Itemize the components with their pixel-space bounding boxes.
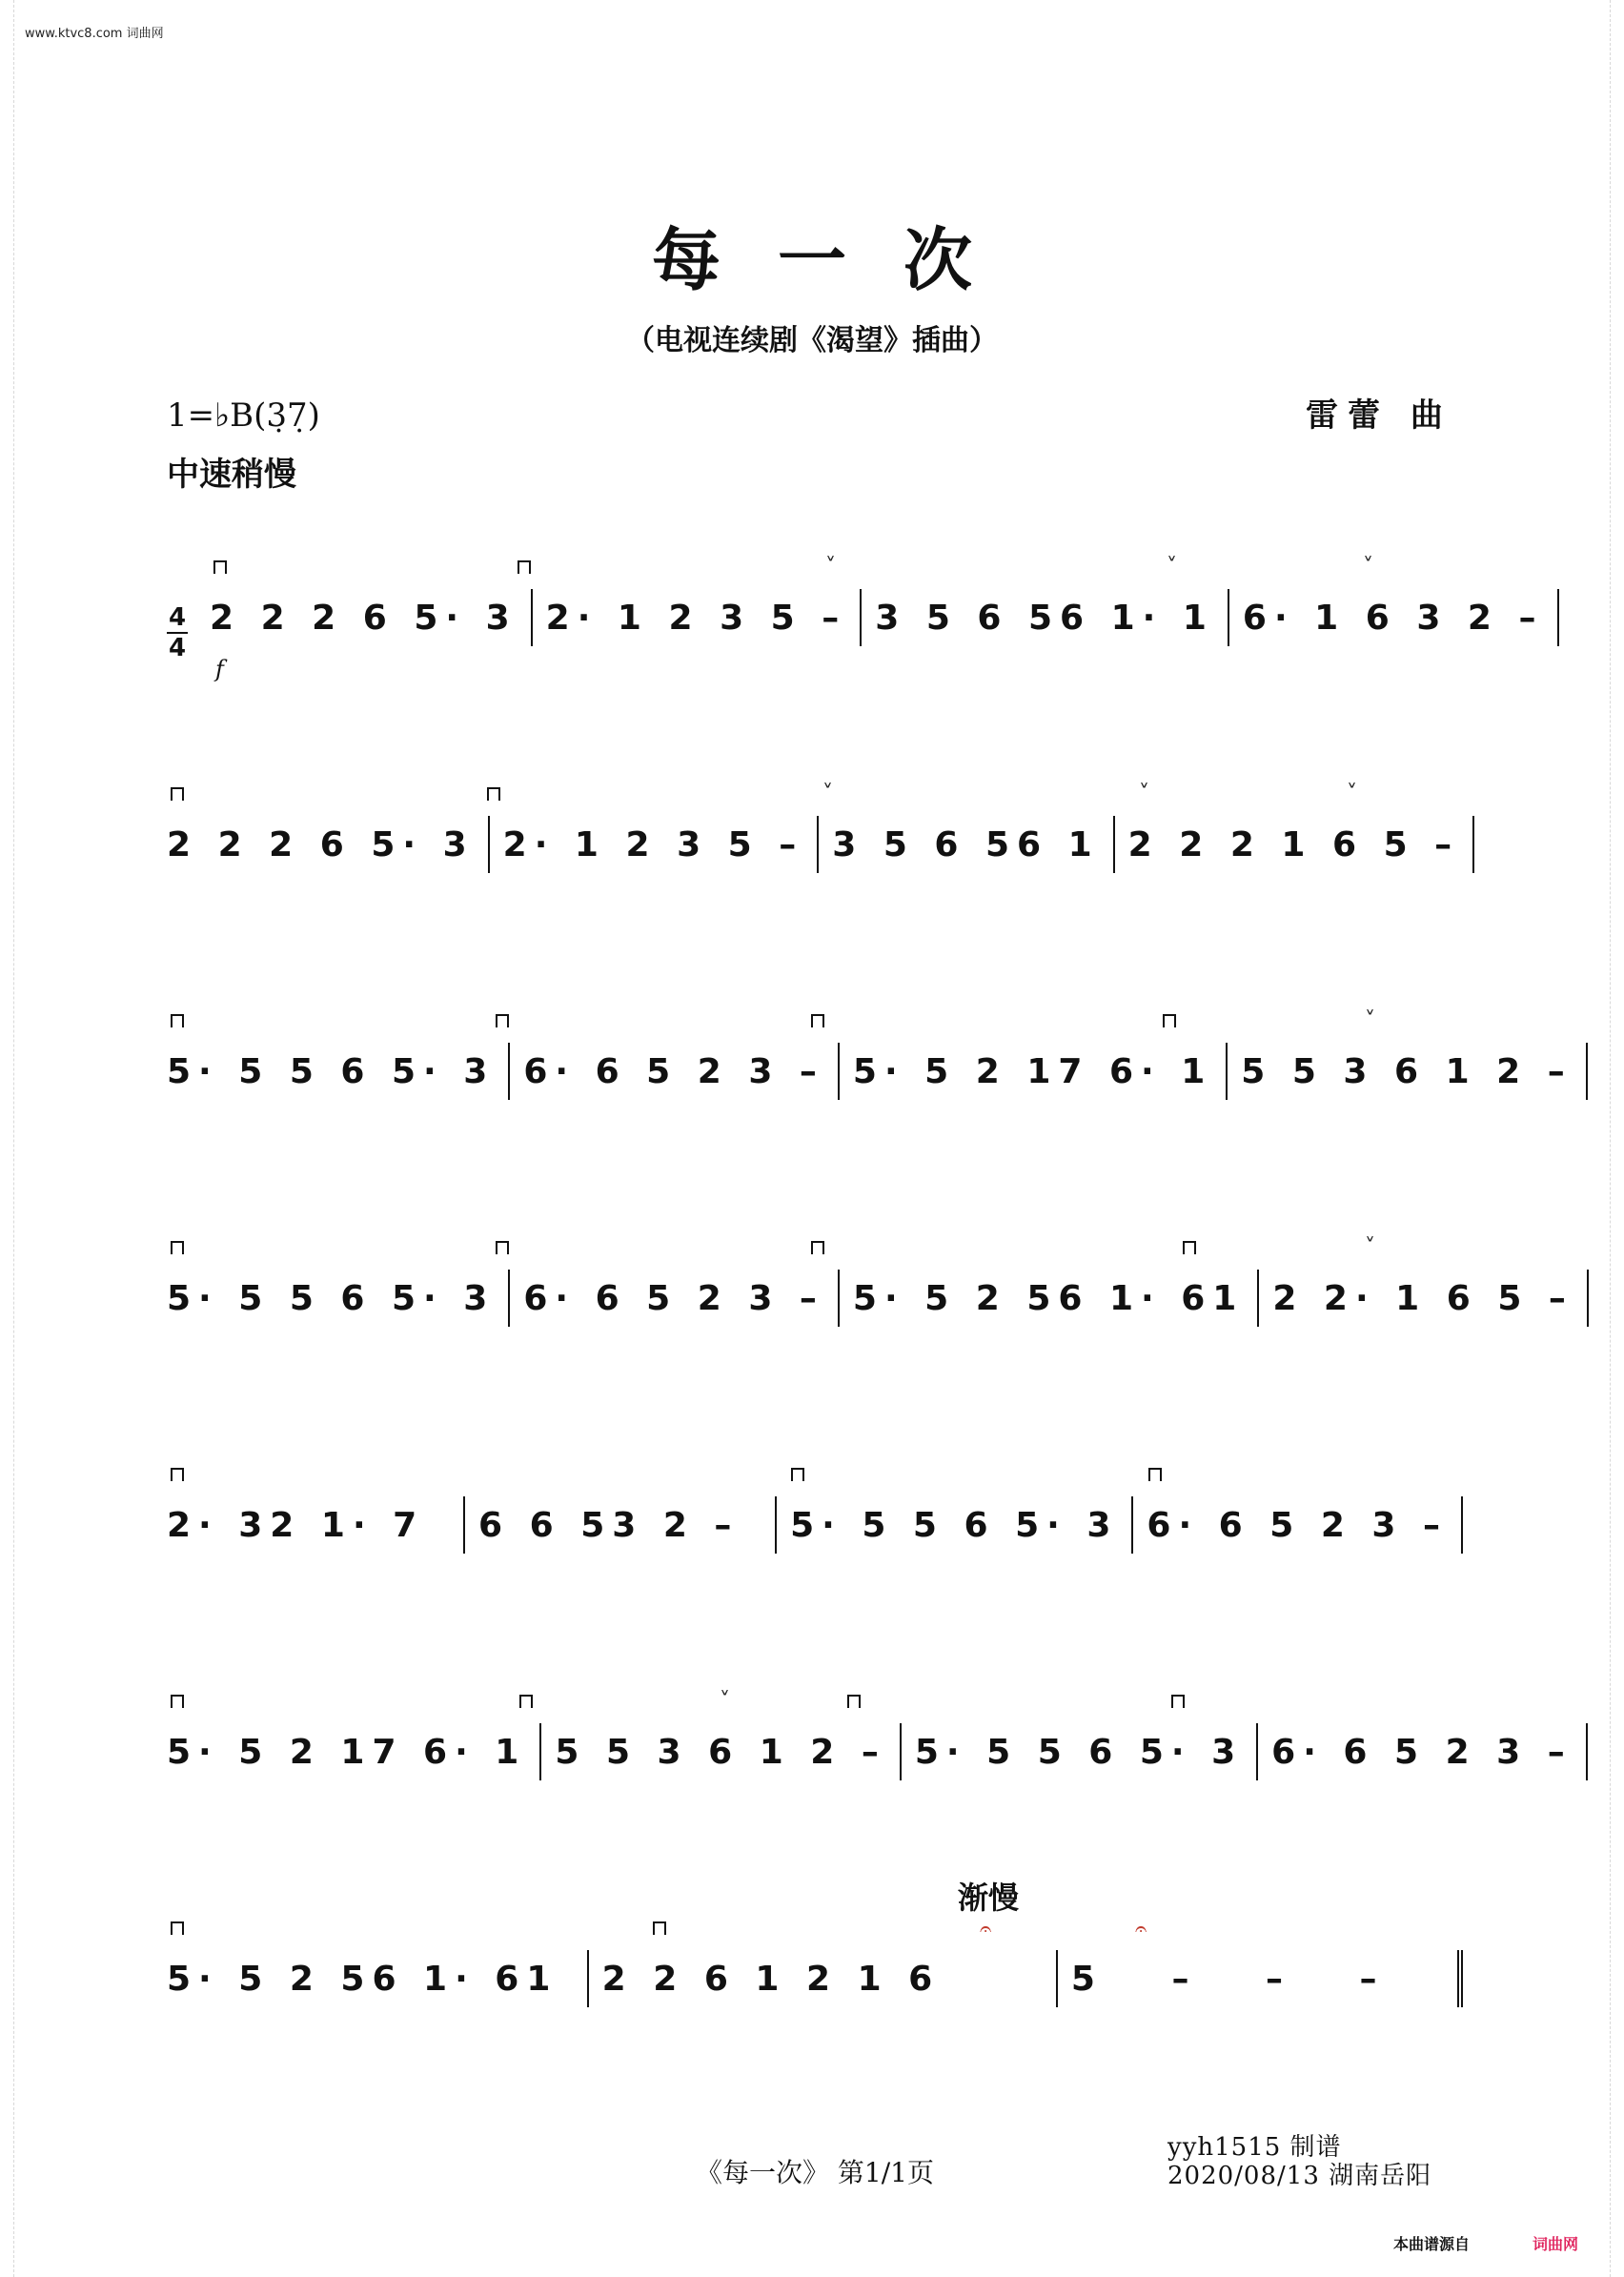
maker-name: yyh1515 制谱 [1167, 2133, 1342, 2162]
measure: 6 6 53 2 – [465, 1496, 777, 1554]
staff-row-7 [167, 1918, 1463, 2007]
bowing-marks [167, 1235, 1463, 1270]
down-bow-icon [171, 1014, 184, 1027]
measure: 2 2· 1 6 5 – [1259, 1270, 1589, 1327]
down-bow-icon [171, 1241, 184, 1254]
measure: 5· 5 5 6 5· 3 [167, 1270, 510, 1327]
site-watermark[interactable]: www.ktvc8.com 词曲网 [25, 27, 164, 41]
down-bow-icon [791, 1468, 804, 1481]
down-bow-icon [1171, 1695, 1185, 1708]
key-signature: 1=♭B(3̣7̣) [167, 396, 320, 435]
measure: 5· 5 2 56 1· 61 [840, 1270, 1259, 1327]
down-bow-icon [171, 1468, 184, 1481]
measure: 5 5 3 6 1 2 – [1228, 1043, 1588, 1100]
measure: 2 2 2 6 5· 3 [167, 816, 490, 873]
bowing-marks [167, 1918, 1463, 1950]
dynamic-marking: f [215, 656, 224, 682]
bowing-marks [167, 1468, 1463, 1496]
down-bow-icon [171, 787, 184, 801]
time-signature-top: 4 [168, 603, 187, 632]
down-bow-icon [519, 1695, 533, 1708]
up-bow-icon: ˅ [1139, 782, 1149, 805]
measure: 3 5 6 56 1 [819, 816, 1114, 873]
down-bow-icon [487, 787, 500, 801]
up-bow-icon: ˅ [1363, 555, 1373, 579]
tempo-marking: 中速稍慢 [167, 456, 296, 494]
score-title: 每一次 [651, 219, 1029, 300]
measure: 6· 6 5 2 3 – [510, 1043, 840, 1100]
down-bow-icon [171, 1695, 184, 1708]
measure: 6· 6 5 2 3 – [1133, 1496, 1463, 1554]
staff-row-5 [167, 1468, 1463, 1554]
score-subtitle: （电视连续剧《渴望》插曲） [626, 324, 998, 357]
measure: 5· 5 5 6 5· 3 [777, 1496, 1133, 1554]
measure: 2· 1 2 3 5 – [490, 816, 820, 873]
measure: 5· 5 2 17 6· 1 [840, 1043, 1228, 1100]
time-signature-bottom: 4 [168, 634, 187, 662]
staff-row-6 [167, 1689, 1573, 1780]
up-bow-icon: ˅ [825, 555, 836, 579]
down-bow-icon [1183, 1241, 1196, 1254]
bowing-marks [167, 782, 1463, 816]
brand-link[interactable]: 词曲网 [1533, 2235, 1579, 2253]
composer-credit: 雷蕾 曲 [1306, 396, 1452, 435]
time-signature [167, 604, 188, 661]
staff-row-1 [210, 555, 1544, 646]
measure: 6· 1 6 3 2 – [1229, 589, 1559, 646]
measure: 5· 5 5 6 5· 3 [902, 1723, 1258, 1780]
measure: 5· 5 5 6 5· 3 [167, 1043, 510, 1100]
down-bow-icon [518, 560, 531, 574]
ritardando-marking: 渐慢 [958, 1880, 1020, 1916]
measure: 2· 1 2 3 5 – [533, 589, 863, 646]
measure: 2· 32 1· 7 [167, 1496, 465, 1554]
measure-final: 5 – – – [1058, 1950, 1463, 2007]
staff-row-3 [167, 1008, 1573, 1100]
up-bow-icon: ˅ [1347, 782, 1357, 805]
up-bow-icon: ˅ [822, 782, 833, 805]
measure: 5 5 3 6 1 2 – [541, 1723, 902, 1780]
maker-date-place: 2020/08/13 湖南岳阳 [1167, 2162, 1432, 2190]
staff-row-2 [167, 782, 1463, 873]
measure: 5· 5 2 17 6· 1 [167, 1723, 541, 1780]
up-bow-icon: ˅ [1167, 555, 1177, 579]
measure: 2 2 2 6 5· 3 [210, 589, 533, 646]
staff-row-4 [167, 1235, 1573, 1327]
bowing-marks [210, 555, 1463, 589]
fermata-icon: 𝄐 [980, 1918, 992, 1942]
page-indicator: 《每一次》 第1/1页 [696, 2157, 934, 2188]
up-bow-icon: ˅ [720, 1689, 730, 1713]
bowing-marks [167, 1689, 1463, 1723]
measure: 6· 6 5 2 3 – [1258, 1723, 1588, 1780]
fermata-icon: 𝄐 [1135, 1918, 1147, 1942]
down-bow-icon [1148, 1468, 1162, 1481]
measure: 2 2 2 1 6 5 – [1115, 816, 1475, 873]
maker-credit [1167, 2133, 1431, 2190]
up-bow-icon: ˅ [1365, 1008, 1375, 1032]
source-label: 本曲谱源自 [1393, 2235, 1471, 2253]
down-bow-icon [171, 1921, 184, 1935]
down-bow-icon [496, 1241, 509, 1254]
down-bow-icon [653, 1921, 666, 1935]
measure: 5· 5 2 56 1· 61 [167, 1950, 589, 2007]
down-bow-icon [496, 1014, 509, 1027]
down-bow-icon [811, 1014, 824, 1027]
measure: 3 5 6 56 1· 1 [862, 589, 1229, 646]
down-bow-icon [1163, 1014, 1176, 1027]
down-bow-icon [811, 1241, 824, 1254]
bowing-marks [167, 1008, 1463, 1043]
measure: 2 2 6 1 2 1 6 [589, 1950, 1058, 2007]
down-bow-icon [847, 1695, 861, 1708]
up-bow-icon: ˅ [1365, 1235, 1375, 1259]
down-bow-icon [213, 560, 227, 574]
measure: 6· 6 5 2 3 – [510, 1270, 840, 1327]
